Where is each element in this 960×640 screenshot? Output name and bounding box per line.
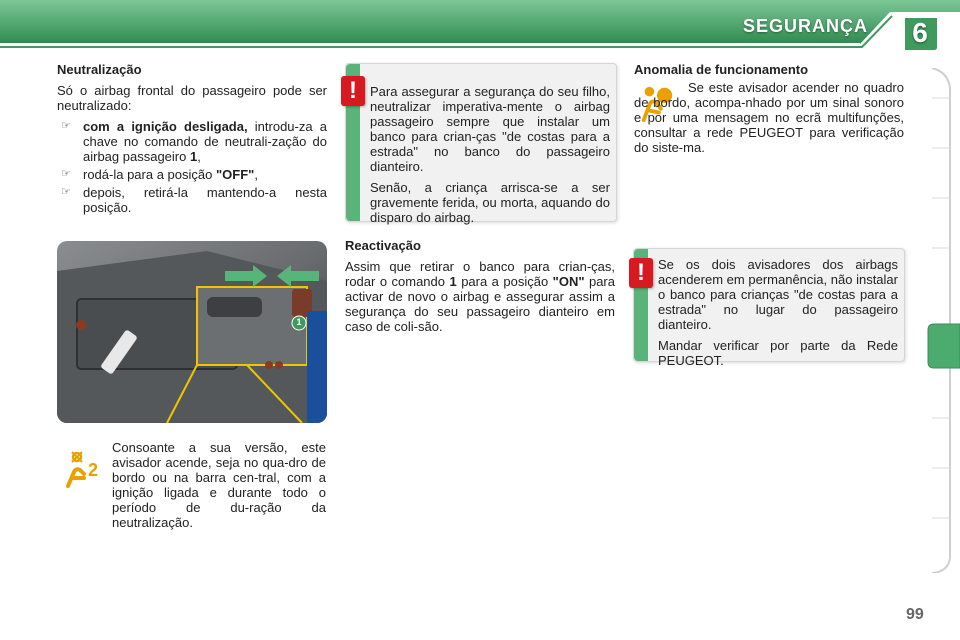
airbag-fault-warning-box — [633, 248, 905, 368]
pointing-hand-icon: ☞ — [61, 186, 71, 198]
reactivation-title: Reactivação — [345, 238, 421, 253]
warning-paragraph: Para assegurar a segurança do seu filho, neutralizar imperativa-mente o airbag passageiro sempre que instalar um banco para crian-ças "de costas para a estrada" no banco do passageiro dianteiro. — [370, 84, 610, 174]
section-title: SEGURANÇA — [742, 16, 868, 36]
page-number: 99 — [906, 606, 924, 623]
neutralization-section — [57, 62, 327, 218]
indicator-number: 2 — [88, 460, 99, 480]
warning-paragraph: Se os dois avisadores dos airbags acenderem em permanência, não instalar o banco para crianças "de costas para a estrada" no lugar do passageiro dianteiro. — [658, 257, 898, 332]
chapter-number: 6 — [912, 17, 928, 48]
list-item: ☞ rodá-la para a posição "OFF", — [61, 167, 258, 182]
warning-exclamation-icon: ! — [629, 258, 653, 288]
list-item: ☞ depois, retirá-la mantendo-a nesta posição. — [61, 185, 327, 215]
neutralization-intro: Só o airbag frontal do passageiro pode ser neutralizado: — [57, 83, 327, 113]
glovebox-photo — [57, 241, 327, 423]
indicator-text: Consoante a sua versão, este avisador acende, seja no qua-dro de bordo ou na barra cen-tral, com a ignição ligada e durante todo o período de du-ração da neutralização. — [112, 440, 326, 530]
warning-paragraph: Senão, a criança arrisca-se a ser gravemente ferida, ou morta, aquando do disparo do airbag. — [370, 180, 610, 225]
pointing-hand-icon: ☞ — [61, 168, 71, 180]
reactivation-text: Assim que retirar o banco para crian-ças, rodar o comando 1 para a posição "ON" para activar de novo o airbag e assegurar assim a segurança do seu passageiro dianteiro em caso de coli-são. — [345, 259, 615, 334]
pointing-hand-icon: ☞ — [61, 120, 71, 132]
child-seat-warning-box — [345, 63, 617, 225]
warning-exclamation-icon: ! — [341, 76, 365, 106]
chapter-tab-active[interactable] — [926, 322, 960, 370]
bullet-bold: com a ignição desligada, — [83, 119, 248, 134]
warning-paragraph: Mandar verificar por parte da Rede PEUGEOT. — [658, 338, 898, 368]
anomaly-text: Se este avisador acender no quadro de bordo, acompa-nhado por um sinal sonoro e por uma mensagem no ecrã multifunções, consultar a rede PEUGEOT para verificação do siste-ma. — [634, 80, 904, 155]
chapter-index-rail — [928, 68, 954, 573]
neutralization-title: Neutralização — [57, 62, 142, 77]
photo-callout-number: 1 — [296, 317, 302, 327]
list-item: ☞ com a ignição desligada, introdu-za a chave no comando de neutrali-zação do airbag passageiro 1, — [61, 119, 327, 164]
reactivation-section — [345, 238, 615, 340]
anomaly-title: Anomalia de funcionamento — [634, 62, 809, 77]
